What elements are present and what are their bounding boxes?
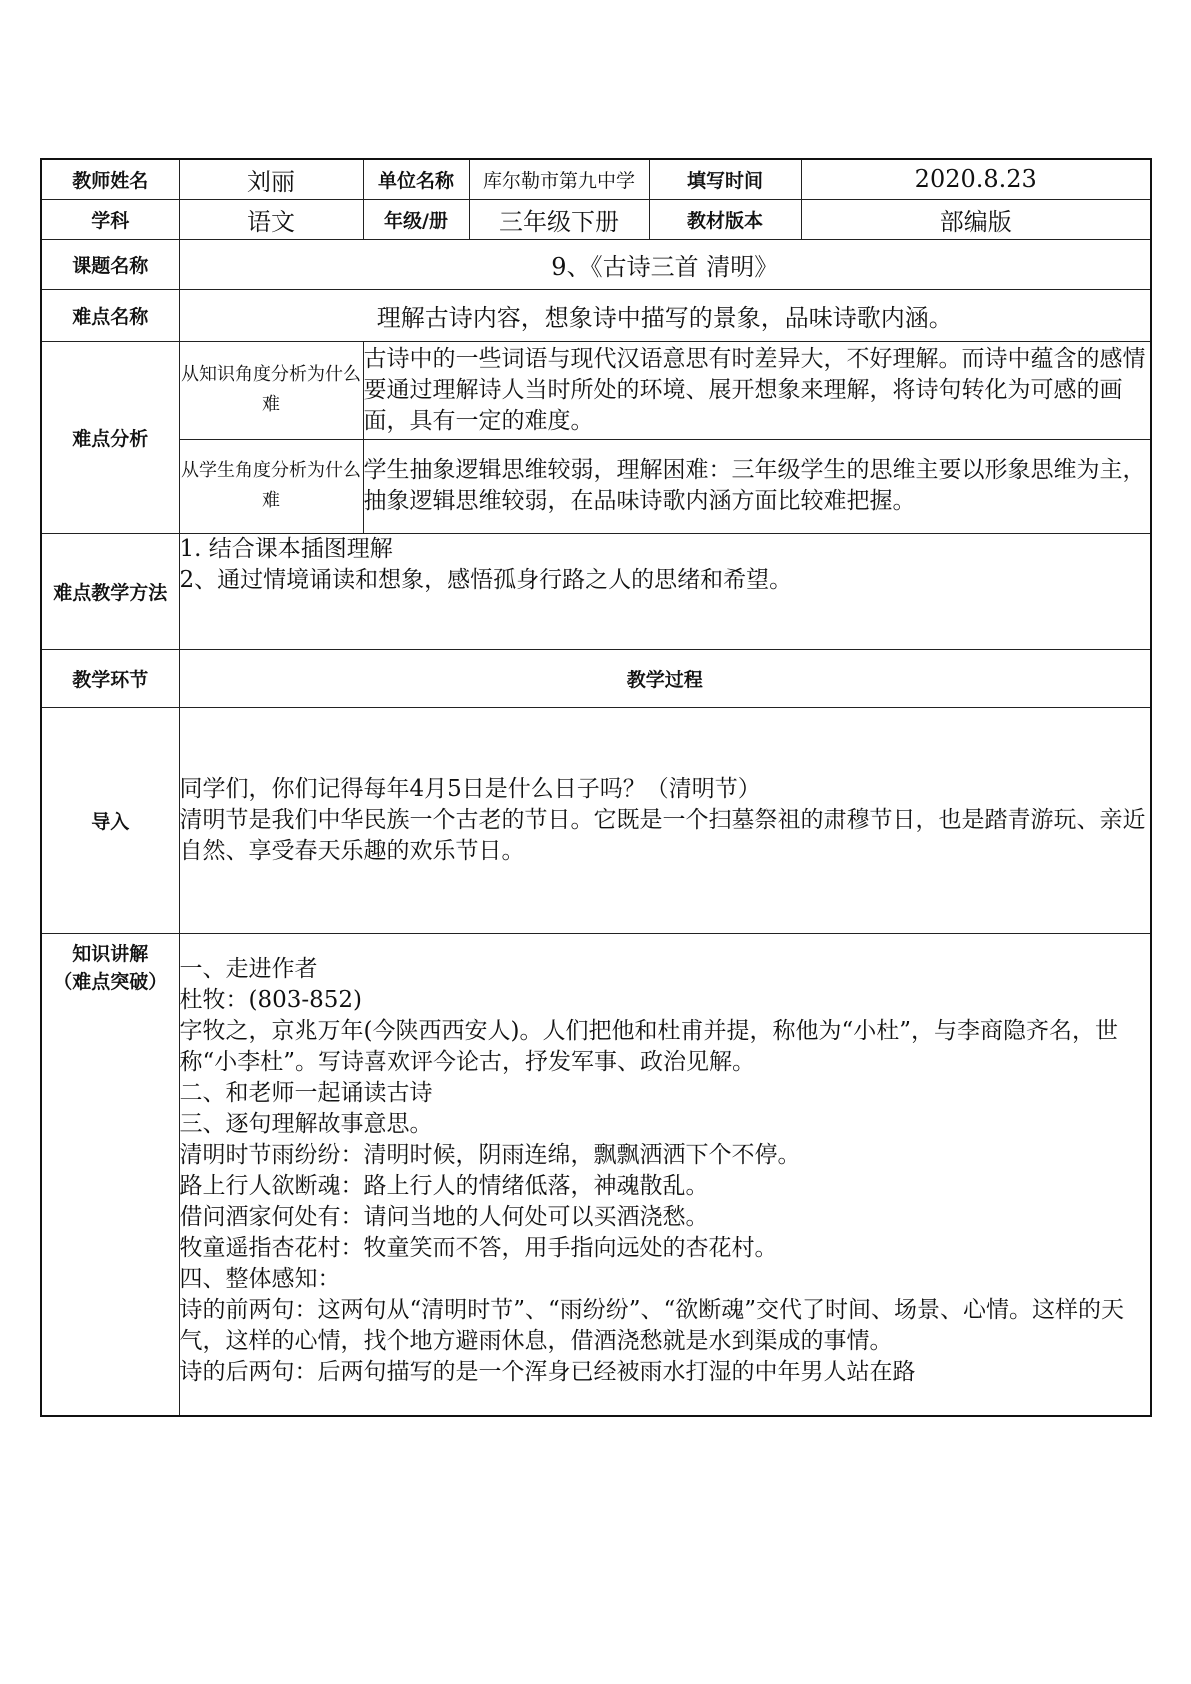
unit-value: 库尔勒市第九中学 <box>469 159 649 199</box>
intro-line: 清明节是我们中华民族一个古老的节日。它既是一个扫墓祭祖的肃穆节日，也是踏青游玩、亲近自然、享受春天乐趣的欢乐节日。 <box>179 806 1146 864</box>
knowledge-angle-text: 古诗中的一些词语与现代汉语意思有时差异大，不好理解。而诗中蕴含的感情要通过理解诗人当时所处的环境、展开想象来理解，将诗句转化为可感的画面，具有一定的难度。 <box>363 341 1151 439</box>
knowledge-content <box>179 933 1151 1416</box>
method-row <box>41 533 1151 649</box>
knowledge-line: 路上行人欲断魂：路上行人的情绪低落，神魂散乱。 <box>179 1172 709 1199</box>
intro-label: 导入 <box>41 707 179 933</box>
grade-value: 三年级下册 <box>469 199 649 239</box>
teacher-value: 刘丽 <box>179 159 363 199</box>
topic-value: 9、《古诗三首 清明》 <box>179 239 1151 289</box>
knowledge-line: 二、和老师一起诵读古诗 <box>179 1079 433 1106</box>
topic-label: 课题名称 <box>41 239 179 289</box>
header-row-1 <box>41 159 1151 199</box>
topic-row <box>41 239 1151 289</box>
knowledge-line: 四、整体感知： <box>179 1265 341 1292</box>
knowledge-line: 清明时节雨纷纷：清明时候，阴雨连绵，飘飘洒洒下个不停。 <box>179 1141 801 1168</box>
subject-label: 学科 <box>41 199 179 239</box>
subject-value: 语文 <box>179 199 363 239</box>
student-angle-label: 从学生角度分析为什么难 <box>179 439 363 533</box>
method-line: 1. 结合课本插图理解 <box>179 535 393 562</box>
knowledge-line: 字牧之，京兆万年(今陕西西安人)。人们把他和杜甫并提，称他为“小杜”，与李商隐齐名，世称“小李杜”。写诗喜欢评今论古，抒发军事、政治见解。 <box>179 1017 1118 1075</box>
knowledge-line: 借问酒家何处有：请问当地的人何处可以买酒浇愁。 <box>179 1203 709 1230</box>
difficulty-label: 难点名称 <box>41 289 179 341</box>
knowledge-line: 诗的后两句：后两句描写的是一个浑身已经被雨水打湿的中年男人站在路 <box>179 1358 916 1385</box>
intro-line: 同学们，你们记得每年4月5日是什么日子吗？（清明节） <box>179 775 761 802</box>
analysis-row-knowledge <box>41 341 1151 439</box>
process-header-row <box>41 649 1151 707</box>
process-label: 教学过程 <box>179 649 1151 707</box>
method-content <box>179 533 1151 649</box>
difficulty-row <box>41 289 1151 341</box>
method-line: 2、通过情境诵读和想象，感悟孤身行路之人的思绪和希望。 <box>179 566 793 593</box>
knowledge-line: 牧童遥指杏花村：牧童笑而不答，用手指向远处的杏花村。 <box>179 1234 778 1261</box>
student-angle-text: 学生抽象逻辑思维较弱，理解困难：三年级学生的思维主要以形象思维为主，抽象逻辑思维较弱，在品味诗歌内涵方面比较难把握。 <box>363 439 1151 533</box>
grade-label: 年级/册 <box>363 199 469 239</box>
stage-label: 教学环节 <box>41 649 179 707</box>
knowledge-label-line: 知识讲解 <box>72 942 149 965</box>
knowledge-line: 一、走进作者 <box>179 955 318 982</box>
knowledge-label-line: （难点突破） <box>53 970 168 993</box>
knowledge-line: 杜牧：(803-852) <box>179 986 363 1013</box>
date-label: 填写时间 <box>649 159 801 199</box>
edition-value: 部编版 <box>801 199 1151 239</box>
intro-content <box>179 707 1151 933</box>
intro-row <box>41 707 1151 933</box>
header-row-2 <box>41 199 1151 239</box>
knowledge-label <box>41 933 179 1416</box>
date-value: 2020.8.23 <box>801 159 1151 199</box>
edition-label: 教材版本 <box>649 199 801 239</box>
analysis-row-student <box>41 439 1151 533</box>
method-label: 难点教学方法 <box>41 533 179 649</box>
teacher-label: 教师姓名 <box>41 159 179 199</box>
knowledge-line: 诗的前两句：这两句从“清明时节”、“雨纷纷”、“欲断魂”交代了时间、场景、心情。这样的天气，这样的心情，找个地方避雨休息，借酒浇愁就是水到渠成的事情。 <box>179 1296 1125 1354</box>
difficulty-value: 理解古诗内容，想象诗中描写的景象，品味诗歌内涵。 <box>179 289 1151 341</box>
lesson-plan-table <box>40 158 1152 1417</box>
knowledge-row <box>41 933 1151 1416</box>
analysis-label: 难点分析 <box>41 341 179 533</box>
knowledge-angle-label: 从知识角度分析为什么难 <box>179 341 363 439</box>
knowledge-line: 三、逐句理解故事意思。 <box>179 1110 433 1137</box>
unit-label: 单位名称 <box>363 159 469 199</box>
